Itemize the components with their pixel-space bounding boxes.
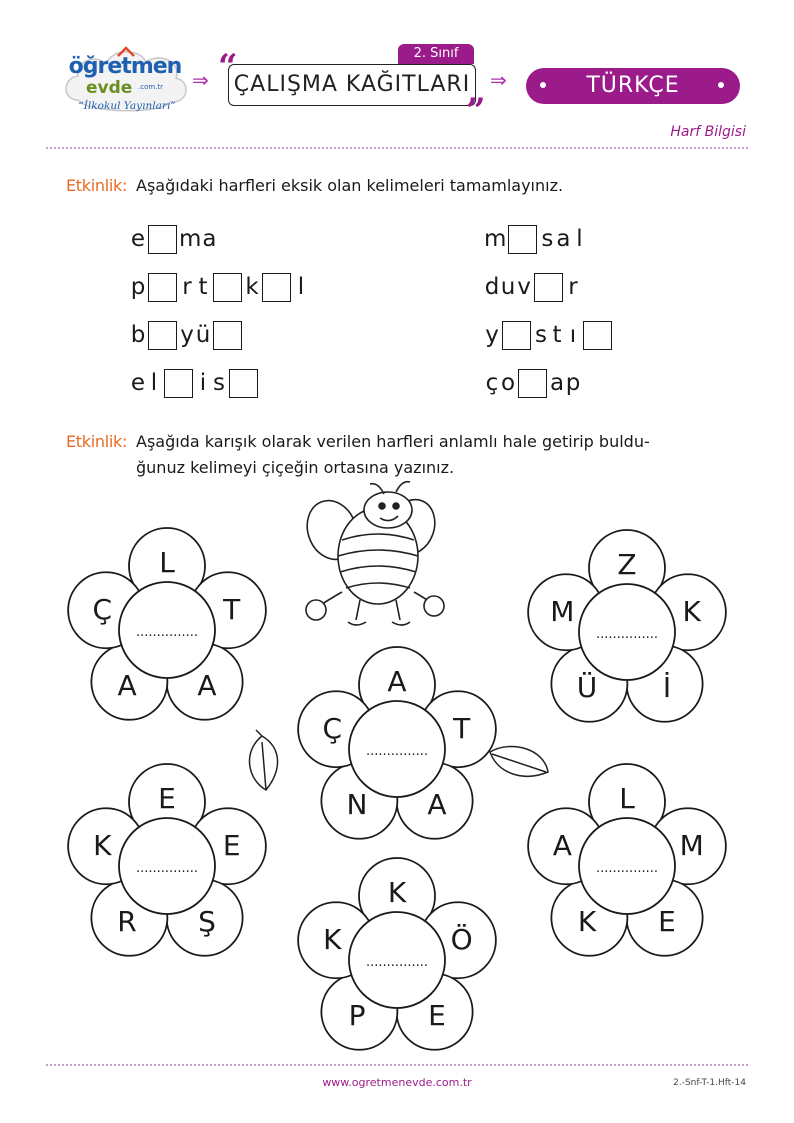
word-letter: a [549, 370, 565, 396]
answer-blank-line: ............... [366, 744, 428, 759]
word-letter: t [552, 322, 562, 348]
word-letter: m [484, 226, 507, 252]
petal-letter: A [552, 828, 572, 862]
petal-letter: K [323, 922, 342, 956]
logo-domain-text: .com.tr [138, 83, 164, 91]
flower [528, 530, 726, 722]
petal-letter: P [348, 999, 366, 1033]
petal-letter: L [619, 782, 635, 815]
petal-letter: L [159, 546, 175, 579]
bee-illustration [299, 482, 444, 625]
logo-main-text: öğretmen [68, 54, 182, 79]
word-letter: s [535, 322, 547, 348]
petal-letter: A [387, 665, 407, 698]
petal-letter: E [658, 905, 676, 939]
answer-blank-line: ............... [596, 627, 658, 642]
word-letter: r [568, 274, 578, 300]
footer-divider [46, 1064, 748, 1066]
petal-letter: İ [662, 671, 672, 705]
activity2-label: Etkinlik: [66, 432, 128, 451]
logo-sub-text: evde [86, 78, 133, 98]
close-quote-icon: ” [466, 91, 486, 131]
petal-letter: R [117, 905, 137, 939]
grade-badge: 2. Sınıf [398, 44, 474, 64]
word-letter: p [565, 370, 581, 396]
petal-letter: Ş [198, 905, 216, 939]
flower [68, 528, 266, 720]
answer-blank-line: ............... [136, 625, 198, 640]
word-letter: u [500, 274, 516, 300]
word-letter: k [245, 274, 259, 300]
petal-letter: N [346, 788, 368, 822]
word-letter: o [500, 370, 516, 396]
word-letter: e [130, 370, 146, 396]
activity2-instruction-line1: Aşağıda karışık olarak verilen harfleri anlamlı hale getirip buldu- [136, 432, 650, 451]
petal-letter: E [428, 999, 446, 1033]
petal-letter: K [93, 828, 112, 862]
petal-letter: Ö [450, 922, 473, 956]
flower [298, 647, 496, 839]
answer-blank-line: ............... [596, 861, 658, 876]
petal-letter: K [387, 876, 407, 909]
word-letter: s [213, 370, 225, 396]
petal-letter: M [679, 828, 704, 862]
petal-letter: Z [617, 548, 637, 581]
word-letter: l [576, 226, 583, 252]
word-letter: y [180, 322, 194, 348]
word-letter: a [202, 226, 217, 252]
petal-letter: M [550, 594, 575, 628]
double-arrow-icon: ⇒ [192, 68, 209, 92]
word-letter: ı [569, 322, 577, 348]
petal-letter: K [577, 905, 597, 939]
petal-letter: Ü [576, 671, 598, 705]
page-title: ÇALIŞMA KAĞITLARI [228, 64, 476, 106]
petal-letter: K [682, 594, 701, 628]
answer-blank-line: ............... [136, 861, 198, 876]
word-letter: s [541, 226, 554, 252]
subject-badge: TÜRKÇE [526, 68, 740, 104]
word-letter: ç [485, 370, 499, 396]
petal-letter: T [453, 711, 471, 745]
word-letter: l [150, 370, 158, 396]
website-link[interactable]: www.ogretmenevde.com.tr [322, 1076, 472, 1089]
petal-letter: Ç [322, 711, 343, 745]
worksheet-code: 2.-Snf-T-1.Hft-14 [673, 1078, 746, 1088]
petal-letter: E [158, 782, 176, 815]
word-letter: d [484, 274, 500, 300]
answer-blank-line: ............... [366, 955, 428, 970]
word-letter: i [199, 370, 207, 396]
flower [528, 764, 726, 956]
flower [298, 858, 496, 1050]
petal-letter: T [223, 592, 241, 626]
petal-letter: A [427, 788, 447, 822]
word-letter: p [130, 274, 146, 300]
word-letter: b [130, 322, 146, 348]
activity1-label: Etkinlik: [66, 176, 128, 195]
double-arrow-icon: ⇒ [490, 68, 507, 92]
word-letter: a [556, 226, 571, 252]
word-letter: r [182, 274, 192, 300]
word-letter: y [485, 322, 499, 348]
open-quote-icon: “ [218, 47, 238, 87]
word-letter: t [198, 274, 208, 300]
word-letter: e [130, 226, 146, 252]
word-letter: v [517, 274, 531, 300]
petal-letter: E [222, 828, 241, 862]
petal-letter: A [197, 669, 217, 703]
petal-letter: A [117, 669, 137, 703]
word-letter: l [297, 274, 305, 300]
activity1-instruction: Aşağıdaki harfleri eksik olan kelimeleri tamamlayınız. [136, 176, 564, 195]
topic-label: Harf Bilgisi [670, 124, 746, 140]
logo-tagline: “İlkokul Yayınları” [78, 100, 176, 112]
word-letter: ü [195, 322, 211, 348]
word-letter: m [179, 226, 202, 252]
petal-letter: Ç [92, 592, 113, 626]
activity2-instruction-line2: ğunuz kelimeyi çiçeğin ortasına yazınız. [136, 458, 455, 477]
flower [68, 764, 266, 956]
